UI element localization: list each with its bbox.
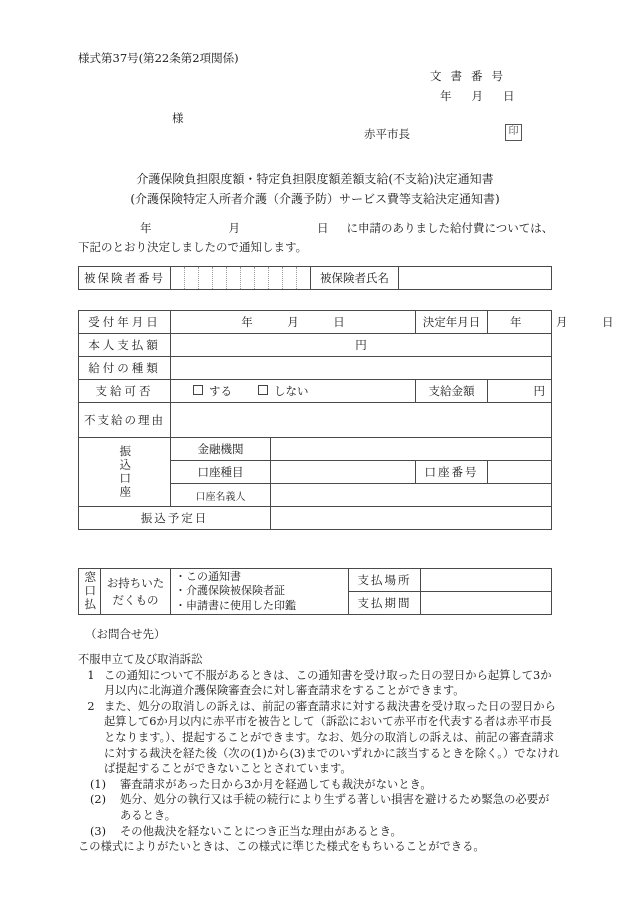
number-cell[interactable] (297, 267, 310, 289)
number-cell[interactable] (269, 267, 283, 289)
form-variation-note: この様式によりがたいときは、この様式に準じた様式をもちいることができる。 (78, 840, 485, 854)
document-title-line1: 介護保険負担限度額・特定負担限度額差額支給(不支給)決定通知書 (136, 172, 494, 186)
number-cell[interactable] (227, 267, 241, 289)
counter-payment-group-label (79, 569, 101, 615)
option-deny-label: しない (274, 384, 309, 398)
bring-item: ・介護保険被保険者証 (175, 584, 285, 598)
number-cell[interactable] (213, 267, 227, 289)
bank-label: 金融機関 (171, 438, 271, 461)
insured-name-field[interactable] (399, 267, 552, 290)
transfer-account-group-text: 振込口座 (118, 445, 133, 499)
table-row-transfer-date (79, 507, 552, 530)
payment-period-field[interactable] (421, 592, 552, 615)
self-payment-field[interactable]: 円 (171, 334, 552, 357)
document-number-label: 文書番号 (430, 69, 512, 83)
appeal-item-text: この通知について不服があるときは、この通知書を受け取った日の翌日から起算して3か月以内に北海道介護保険審査会に対し審査請求をすることができます。 (104, 668, 552, 698)
self-payment-label: 本人支払額 (79, 334, 171, 357)
benefit-type-label: 給付の種類 (79, 357, 171, 380)
table-row (79, 267, 552, 290)
table-row-benefit-type (79, 357, 552, 380)
appeal-subitem-text: その他裁決を経ないことにつき正当な理由があるとき。 (120, 824, 402, 838)
number-cell[interactable] (255, 267, 269, 289)
appeal-item-2 (78, 699, 560, 777)
payment-place-field[interactable] (421, 569, 552, 592)
checkbox-approve[interactable] (193, 385, 203, 395)
appeal-item-text: また、処分の取消しの訴えは、前記の審査請求に対する裁決書を受け取った日の翌日から起算して6か月以内に赤平市を被告として（訴訟において赤平市を代表する者は赤平市長となります。）、提起することができます。なお、処分の取消しの訴えは、前記の審査請求に対する裁決を経た後（次の(1)から(3)までのいずれかに該当するときを除く。）でなければ提起することができないこととされています。 (104, 699, 560, 776)
receipt-date-label: 受付年月日 (79, 311, 171, 334)
checkbox-deny[interactable] (258, 385, 268, 395)
appeal-subitem-2 (78, 792, 560, 823)
number-cell[interactable] (241, 267, 255, 289)
appeals-heading: 不服申立て及び取消訴訟 (78, 653, 203, 666)
account-type-label: 口座種目 (171, 461, 271, 484)
appeal-subitem-number: (2) (90, 793, 107, 807)
bring-items-label-line2: だくもの (112, 592, 159, 607)
appeal-item-number: 2 (87, 699, 95, 713)
intro-paragraph (78, 219, 556, 257)
appeal-subitem-number: (1) (90, 777, 107, 791)
counter-payment-table (78, 568, 552, 615)
counter-payment-group-text: 窓口払 (83, 571, 98, 612)
seal-stamp-box: 印 (505, 124, 522, 141)
transfer-account-group-label (79, 438, 171, 507)
appeal-subitem-1 (78, 777, 560, 793)
table-row-payment-decision (79, 380, 552, 403)
payment-amount-label: 支給金額 (416, 380, 488, 403)
bring-item: ・申請書に使用した印鑑 (175, 598, 296, 612)
transfer-date-label: 振込予定日 (79, 507, 271, 530)
insured-number-field[interactable] (171, 267, 311, 290)
form-number: 様式第37号(第22条第2項関係) (78, 51, 239, 65)
application-date-blanks: 年 月 日 (140, 221, 347, 235)
decision-main-table (78, 310, 614, 530)
bring-items-label-line1: お持ちいた (106, 575, 165, 590)
account-type-field[interactable] (271, 461, 416, 484)
inquiry-label: （お問合せ先） (85, 627, 166, 641)
table-row-self-payment (79, 334, 552, 357)
appeal-subitem-text: 審査請求があった日から3か月を経過しても裁決がないとき。 (120, 777, 432, 791)
account-holder-label: 口座名義人 (171, 484, 271, 507)
payment-place-label: 支払場所 (349, 569, 421, 592)
number-cell[interactable] (283, 267, 297, 289)
bring-items-list (171, 569, 349, 615)
table-row-bank (79, 438, 552, 461)
insured-number-label: 被保険者番号 (79, 267, 171, 290)
appeal-item-number: 1 (87, 668, 95, 682)
payment-amount-field[interactable]: 円 (488, 380, 552, 403)
number-cell[interactable] (199, 267, 213, 289)
addressee-honorific: 様 (172, 111, 184, 125)
issuer-name: 赤平市長 (364, 127, 410, 141)
bring-items-label (101, 569, 171, 615)
account-number-label: 口座番号 (416, 461, 488, 484)
table-row-payment-place (79, 569, 552, 592)
decision-date-field[interactable]: 年 月 日 (488, 311, 552, 334)
insured-name-label: 被保険者氏名 (311, 267, 399, 290)
account-holder-field[interactable] (271, 484, 552, 507)
bank-field[interactable] (271, 438, 552, 461)
receipt-date-field[interactable]: 年 月 日 (171, 311, 416, 334)
appeal-item-1 (78, 668, 560, 699)
insured-person-table (78, 266, 552, 290)
appeal-subitem-number: (3) (90, 824, 107, 838)
number-cell[interactable] (185, 267, 199, 289)
table-row-receipt-date (79, 311, 552, 334)
appeal-subitem-text: 処分、処分の執行又は手続の続行により生ずる著しい損害を避けるため緊急の必要があるとき。 (120, 793, 550, 822)
payment-decision-options (171, 380, 416, 403)
decision-date-label: 決定年月日 (416, 311, 488, 334)
intro-text: に申請のありました給付費については、下記のとおり決定しましたので通知します。 (78, 221, 554, 254)
payment-decision-label: 支給可否 (79, 380, 171, 403)
bring-item: ・この通知書 (175, 569, 241, 583)
option-approve-label: する (209, 384, 232, 398)
denial-reason-field[interactable] (171, 403, 552, 438)
payment-period-label: 支払期間 (349, 592, 421, 615)
appeals-section (78, 652, 560, 855)
document-title-line2: (介護保険特定入所者介護（介護予防）サービス費等支給決定通知書) (130, 192, 500, 206)
document-date-label: 年月日 (440, 89, 535, 103)
denial-reason-label: 不支給の理由 (79, 403, 171, 438)
account-number-field[interactable] (488, 461, 552, 484)
benefit-type-field[interactable] (171, 357, 552, 380)
table-row-denial-reason (79, 403, 552, 438)
number-cell[interactable] (171, 267, 185, 289)
insured-number-cells (171, 267, 310, 289)
appeal-subitem-3 (78, 824, 560, 840)
transfer-date-field[interactable] (271, 507, 552, 530)
